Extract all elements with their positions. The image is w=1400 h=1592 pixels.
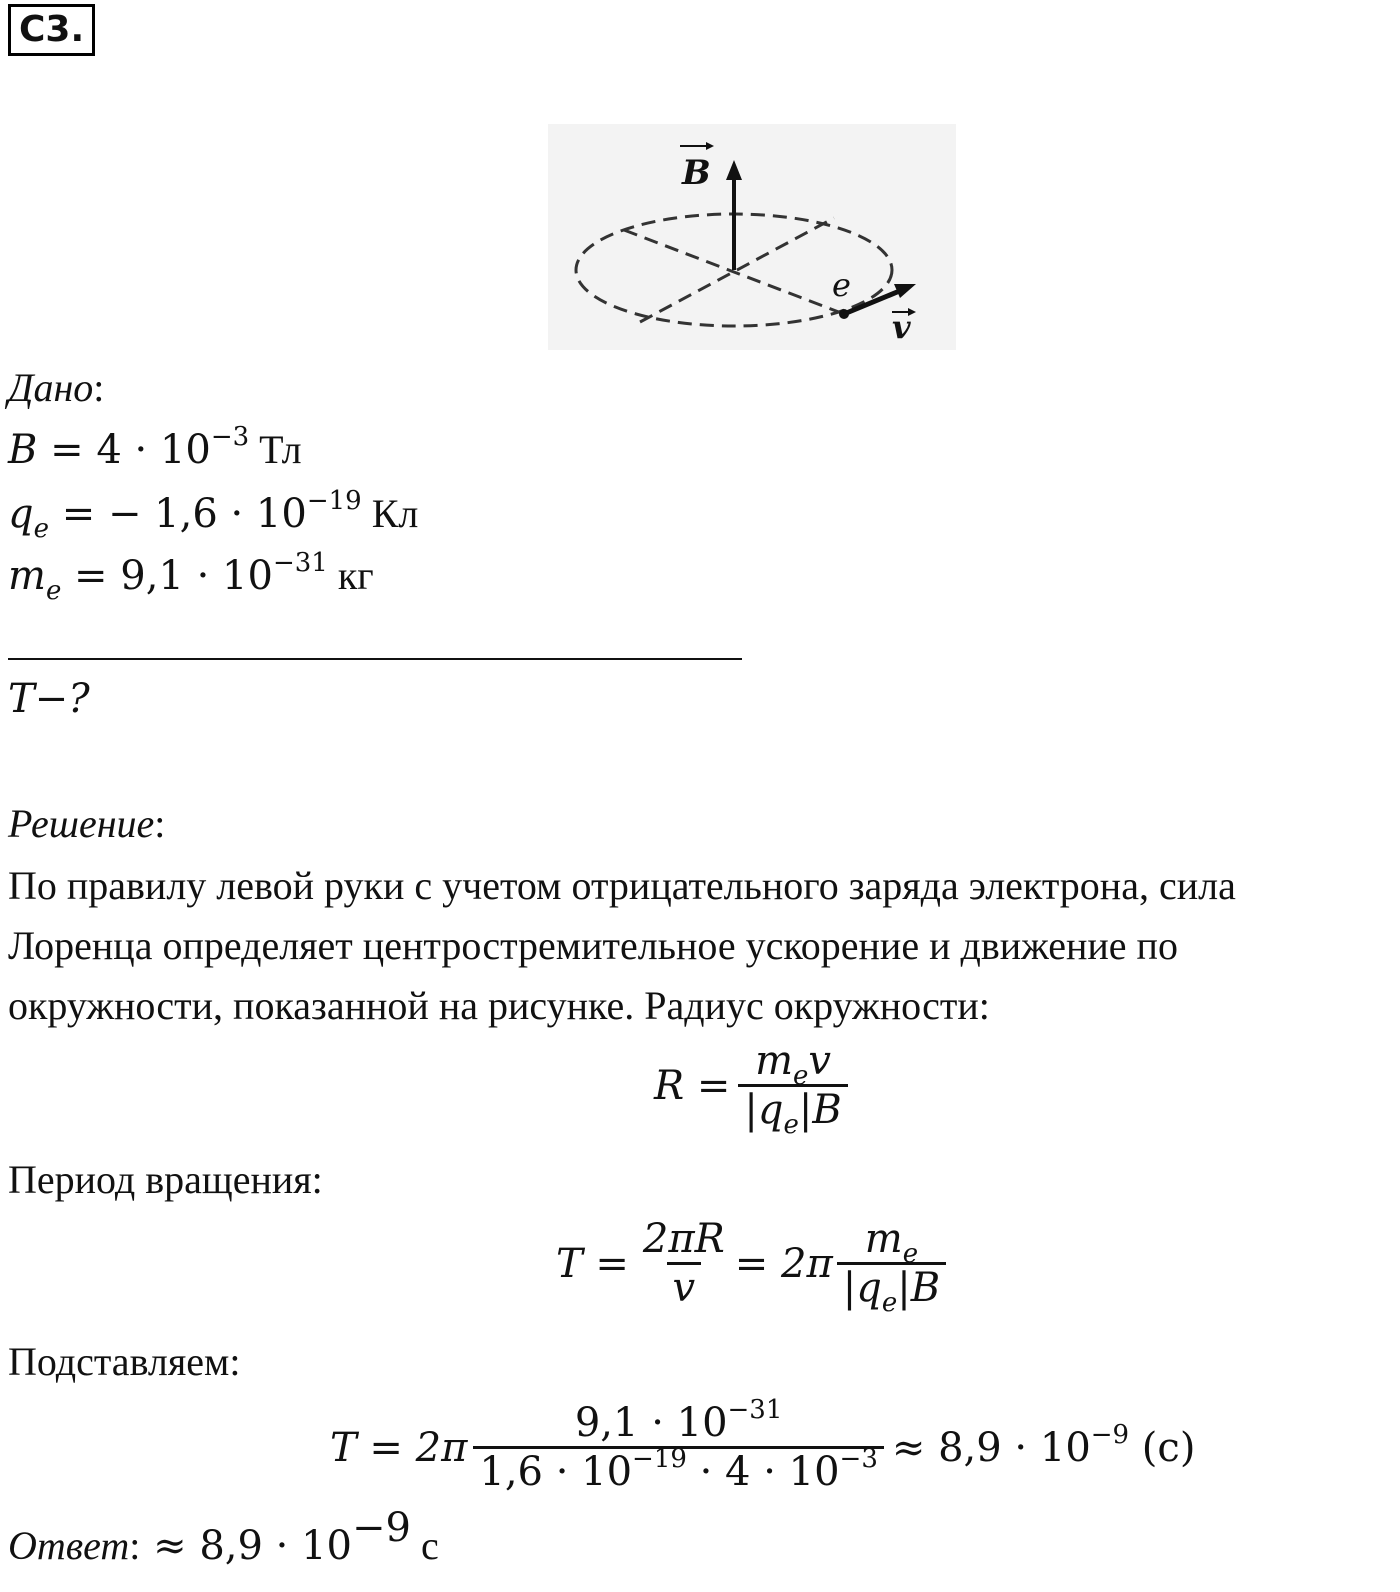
magnetic-field-figure	[548, 124, 956, 350]
solution-line-2: Лоренца определяет центростремительное ускорение и движение по	[8, 923, 1178, 968]
solution-line-1: По правилу левой руки с учетом отрицательного заряда электрона, сила	[8, 863, 1236, 908]
solution-heading: Решение:	[8, 801, 166, 846]
problem-label: C3.	[8, 4, 95, 56]
v-vector-label: v	[892, 308, 911, 346]
b-label-arrow-head	[706, 142, 714, 150]
given-divider	[8, 658, 742, 660]
electron-label: e	[832, 266, 851, 304]
formula-period: T = $\frac{2\pi R}{v}$ = 2π $\frac{m_e}{|q_e|B}$	[556, 1216, 946, 1311]
find-t: T−?	[8, 676, 90, 722]
diameter-line-2	[640, 218, 834, 322]
formula-substitution: T = 2π $\frac{9,1 \cdot 10^{-31}}{1,6 \cdot 10^{-19} \cdot 4 \cdot 10^{-3}}$ ≈ $8,9 \cdot 10^{-9}$ (c)	[330, 1395, 1196, 1495]
given-b: $B = 4 \cdot 10^{-3}$ Тл	[8, 422, 302, 473]
v-vector-head	[894, 284, 916, 298]
answer-line: Ответ: ≈ $8,9 \cdot 10^{-9}$ c	[8, 1505, 439, 1569]
solution-line-3: окружности, показанной на рисунке. Радиус окружности:	[8, 983, 990, 1028]
period-label: Период вращения:	[8, 1157, 323, 1202]
electron-orbit-diagram	[548, 124, 956, 350]
substitute-label: Подставляем:	[8, 1339, 241, 1384]
formula-radius: R = $\frac{m_ev}{|q_e|B}$	[654, 1038, 848, 1133]
b-vector-label: B	[682, 153, 711, 193]
given-m: $m_e = 9,1 \cdot 10^{-31}$ кг	[8, 548, 374, 606]
given-q: $q_e$ = − $1,6 \cdot 10^{-19}$ Кл	[8, 486, 419, 544]
given-heading: Дано:	[8, 365, 105, 410]
b-vector-head	[726, 160, 742, 180]
